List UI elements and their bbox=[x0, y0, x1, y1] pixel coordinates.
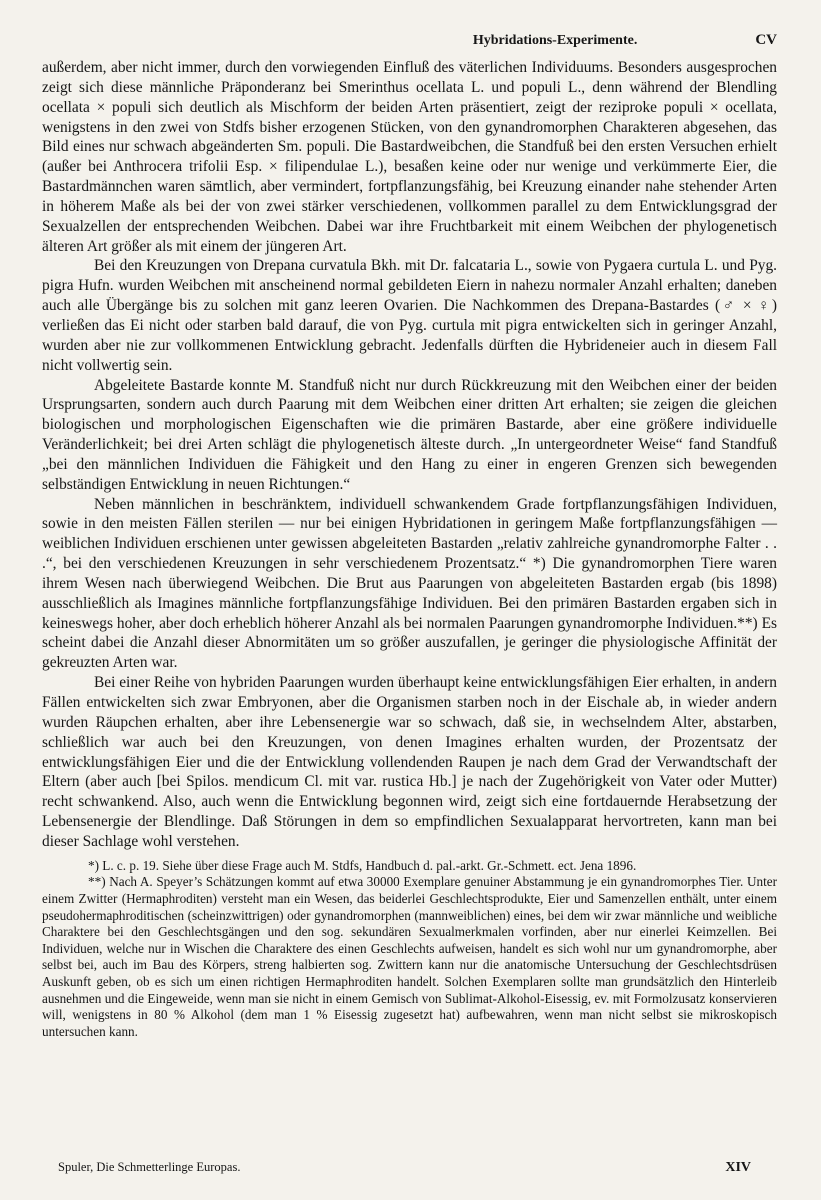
running-head bbox=[42, 32, 777, 58]
page-footer bbox=[58, 1160, 751, 1176]
sheet-signature: XIV bbox=[725, 1160, 751, 1175]
page-number: CV bbox=[755, 32, 777, 48]
paragraph: Bei einer Reihe von hybriden Paarungen wurden überhaupt keine entwicklungsfähigen Eier erhalten, in andern Fällen entwickelten sich zwar Embryonen, aber die Organismen starben noch in der Eischale ab, in wieder andern wurden Räupchen erhalten, aber ihre Lebensenergie war so schwach, daß sie, in wechselndem Alter, abstarben, schließlich war auch bei den Kreuzungen, von denen Imagines erhalten wurden, der Prozentsatz der entwicklungsfähigen Eier und die der Entwicklung vollendenden Raupen je nach dem Grad der Verwandtschaft der Eltern (aber auch [bei Spilos. mendicum Cl. mit var. rustica Hb.] je nach der Zugehörigkeit von Vater oder Mutter) recht schwankend. Also, auch wenn die Entwicklung begonnen wird, zeigt sich eine fortdauernde Herabsetzung der Lebensenergie der Blendlinge. Daß Störungen in dem so empfindlichen Sexualapparat hervortreten, kann man bei dieser Sachlage wohl verstehen. bbox=[42, 674, 777, 850]
footnotes bbox=[42, 858, 777, 1041]
running-title: Hybridations-Experimente. bbox=[472, 33, 638, 48]
book-reference: Spuler, Die Schmetterlinge Europas. bbox=[58, 1160, 241, 1174]
footnote: *) L. c. p. 19. Siehe über diese Frage auch M. Stdfs, Handbuch d. pal.-arkt. Gr.-Schmett. ect. Jena 1896. bbox=[88, 857, 637, 873]
paragraph: Bei den Kreuzungen von Drepana curvatula Bkh. mit Dr. falcataria L., sowie von Pygaera curtula L. und Pyg. pigra Hufn. wurden Weibchen mit anscheinend normal gebildeten Eiern in nahezu normaler Anzahl erhalten; daneben auch alle Übergänge bis zu solchen mit ganz leeren Ovarien. Die Nachkommen des Drepana-Bastardes (♂ × ♀) verließen das Ei nicht oder starben bald darauf, die von Pyg. curtula mit pigra entwickelten sich in geringer Anzahl, wurden aber nie zur vollkommenen Entwicklung gebracht. Jedenfalls dürften die Hybrideneier auch in diesem Fall nicht vollwertig sein. bbox=[42, 257, 777, 374]
footnote: **) Nach A. Speyer’s Schätzungen kommt auf etwa 30000 Exemplare genuiner Abstammung je ein gynandromorphes Tier. Unter einem Zwitter (Hermaphroditen) versteht man ein Wesen, das beiderlei Geschlechtsprodukte, Eier und Samenzellen enthält, unter einem pseudohermaphroditischen (scheinzwittrigen) oder gynandromorphen (mannweiblichen) eines, bei dem wir zwar männliche und weibliche Charaktere bei den Geschlechtsgängen und den sog. sekundären Sexualmerkmalen vorfinden, aber nur einerlei Keimzellen. Bei Individuen, welche nur in Wischen die Charaktere des einen Geschlechts aufweisen, handelt es sich wohl nur um gynandromorphe, aber selbst bei, auch im Bau des Körpers, streng halbierten sog. Zwittern kann nur die anatomische Untersuchung der Geschlechtsdrüsen Auskunft geben, ob es sich um einen richtigen Hermaphroditen handelt. Solchen Exemplaren sollte man grundsätzlich den Hinterleib ausnehmen und die Eingeweide, wenn man sie nicht in einem Gemisch von Sublimat-Alkohol-Eisessig, ev. mit Formolzusatz konservieren will, wenigstens in 80 % Alkohol (dem man 1 % Eisessig zugesetzt hat) aufbewahren, wenn man nicht selbst sie mikroskopisch untersuchen kann. bbox=[42, 874, 777, 1039]
paragraph: Neben männlichen in beschränktem, individuell schwankendem Grade fortpflanzungsfähigen Individuen, sowie in den meisten Fällen sterilen — nur bei einigen Hybridationen in geringem Maße fortpflanzungsfähigen — weiblichen Individuen erschienen unter gewissen abgeleiteten Bastarden „relativ zahlreiche gynandromorphe Falter . . .“, bei den verschiedenen Kreuzungen in sehr verschiedenem Prozentsatz.“ *) Die gynandromorphen Tiere waren ihrem Wesen nach überwiegend Weibchen. Die Brut aus Paarungen von abgeleiteten Bastarden ergab (bis 1898) ausschließlich als Imagines männliche fortpflanzungsfähige Individuen. Bei den primären Bastarden ergaben sich in keineswegs hoher, aber doch erheblich höherer Anzahl als bei normalen Paarungen gynandromorphe Individuen.**) Es scheint dabei die Anzahl dieser Abnormitäten um so größer auszufallen, je geringer die physiologische Affinität der gekreuzten Arten war. bbox=[42, 495, 777, 672]
paragraph: Abgeleitete Bastarde konnte M. Standfuß nicht nur durch Rückkreuzung mit den Weibchen einer der beiden Ursprungsarten, sondern auch durch Paarung mit dem Weibchen einer dritten Art erhalten; sie zeigen die gleichen biologischen und morphologischen Eigenschaften wie die primären Bastarde, aber eine größere individuelle Veränderlichkeit; bei drei Arten schlägt die phylogenetisch älteste durch. „In untergeordneter Weise“ fand Standfuß „bei den männlichen Individuen die Fähigkeit und den Hang zu einer in engeren Grenzen sich bewegenden selbständigen Entwicklung in neuen Richtungen.“ bbox=[42, 376, 777, 493]
paragraph: außerdem, aber nicht immer, durch den vorwiegenden Einfluß des väterlichen Individuums. Besonders ausgesprochen zeigt sich diese männliche Präponderanz bei Smerinthus ocellata L. und populi L., denn während der Blendling ocellata × populi sich deutlich als Mischform der beiden Arten präsentiert, zeigt der reziproke populi × ocellata, wenigstens in den zwei von Stdfs bisher erzogenen Stücken, von den gynandromorphen Charakteren abgesehen, das Bild eines nur schwach abgeänderten Sm. populi. Die Bastardweibchen, die Standfuß bei den ersten Versuchen erhielt (außer bei Anthrocera trifolii Esp. × filipendulae L.), besaßen keine oder nur wenige und verkümmerte Eier, die Bastardmännchen waren sämtlich, aber vermindert, fortpflanzungsfähig, bei Kreuzung einander nahe stehender Arten in höherem Maße als bei der von zwei stärker verschiedenen, vollkommen parallel zu dem Entwicklungsgrad der Sexualzellen der entsprechenden Weibchen. Dabei war ihre Fruchtbarkeit mit einem Weibchen der phylogenetisch älteren Art größer als mit einem der jüngeren Art. bbox=[42, 59, 777, 255]
main-text bbox=[42, 58, 777, 852]
